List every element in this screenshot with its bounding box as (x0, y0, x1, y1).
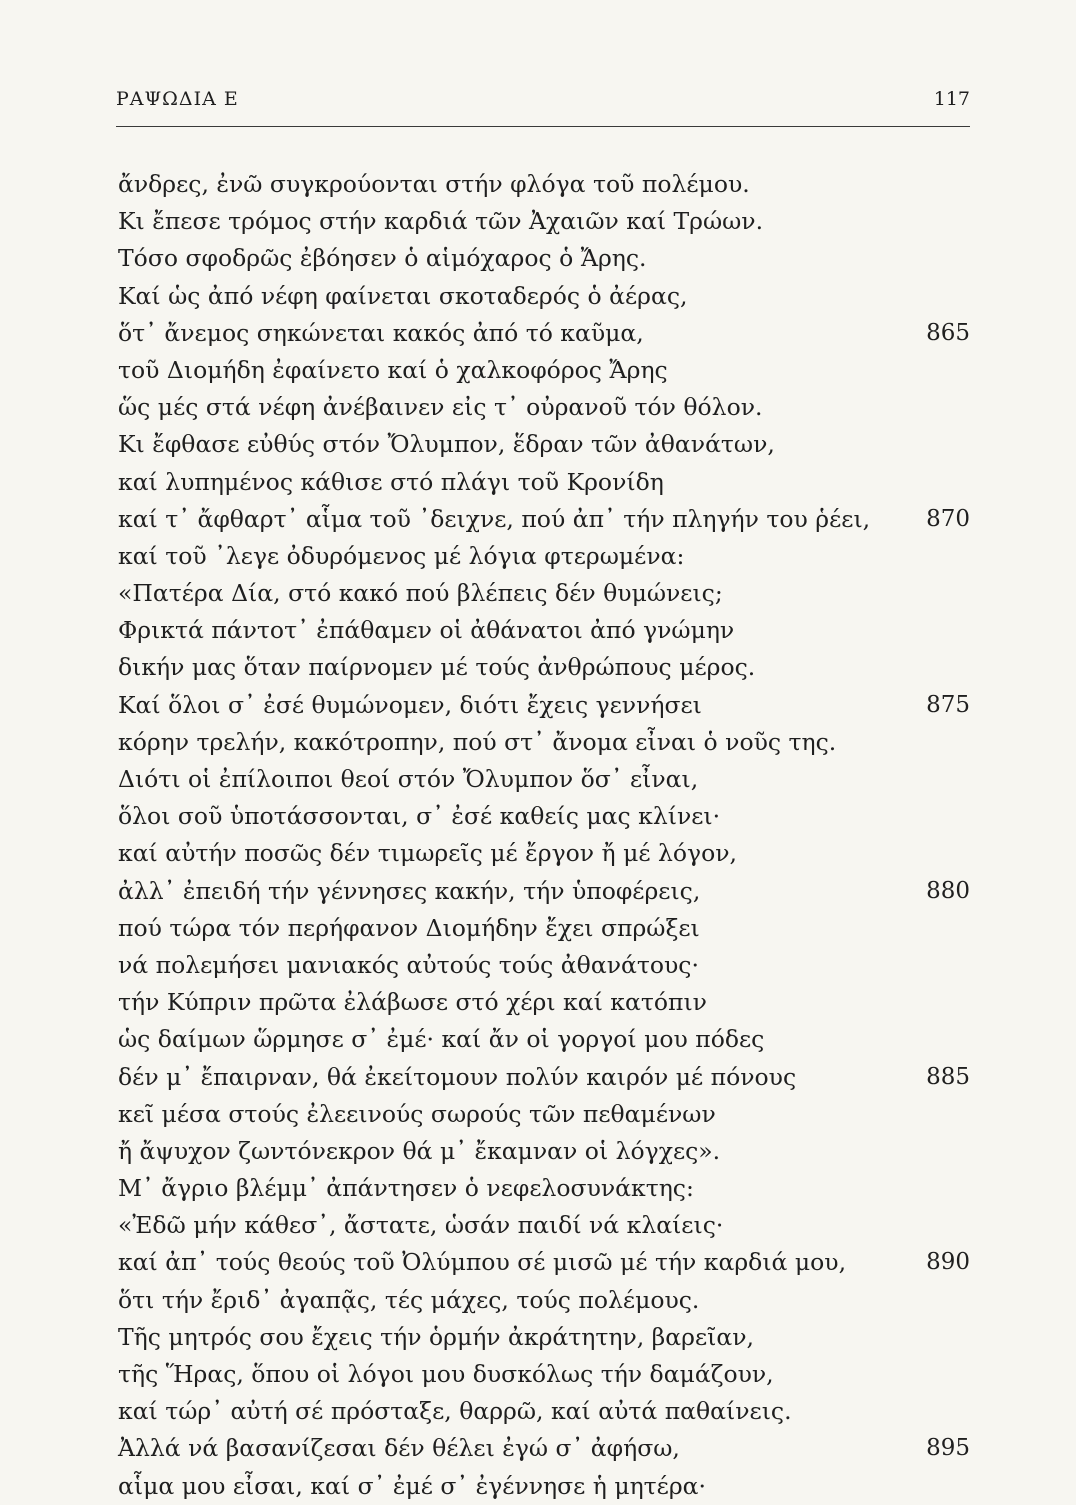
verse-line (118, 389, 970, 426)
verse-line (118, 873, 970, 910)
verse-line (118, 947, 970, 984)
verse-line (118, 1244, 970, 1281)
verse-line (118, 1096, 970, 1133)
verse-block (118, 166, 970, 1505)
verse-line (118, 798, 970, 835)
verse-text: Κι ἔπεσε τρόμος στήν καρδιά τῶν Ἀχαιῶν καί Τρώων. (118, 207, 764, 236)
verse-text: κόρην τρελήν, κακότροπην, πού στ᾽ ἄνομα εἶναι ὁ νοῦς της. (118, 727, 837, 756)
verse-text: καί τοῦ ᾽λεγε ὀδυρόμενος μέ λόγια φτερωμένα: (118, 541, 685, 570)
verse-line (118, 464, 970, 501)
verse-line (118, 835, 970, 872)
verse-line (118, 538, 970, 575)
verse-text: ἄνδρες, ἐνῶ συγκρούονται στήν φλόγα τοῦ πολέμου. (118, 170, 750, 198)
verse-text: Μ᾽ ἄγριο βλέμμ᾽ ἀπάντησεν ὁ νεφελοσυνάκτης: (118, 1174, 694, 1203)
verse-line (118, 1468, 970, 1505)
header-rule (116, 126, 970, 127)
verse-text: καί τ᾽ ἄφθαρτ᾽ αἷμα τοῦ ᾽δειχνε, πού ἀπ᾽ τήν πληγήν του ῥέει, (118, 504, 871, 533)
verse-text: νά πολεμήσει μανιακός αὐτούς τούς ἀθανάτους· (118, 950, 699, 979)
verse-text: τοῦ Διομήδη ἐφαίνετο καί ὁ χαλκοφόρος Ἄρης (118, 355, 668, 384)
verse-text: ὡς δαίμων ὥρμησε σ᾽ ἐμέ· καί ἄν οἱ γοργοί μου πόδες (118, 1025, 765, 1054)
verse-text: Τόσο σφοδρῶς ἐβόησεν ὁ αἱμόχαρος ὁ Ἄρης. (118, 244, 647, 273)
verse-text: καί λυπημένος κάθισε στό πλάγι τοῦ Κρονίδη (118, 467, 664, 496)
verse-text: Τῆς μητρός σου ἔχεις τήν ὁρμήν ἀκράτητην, βαρεῖαν, (118, 1322, 754, 1351)
verse-line (118, 1430, 970, 1467)
verse-line (118, 761, 970, 798)
verse-line (118, 1319, 970, 1356)
verse-text: Κι ἔφθασε εὐθύς στόν Ὄλυμπον, ἕδραν τῶν ἀθανάτων, (118, 430, 775, 459)
verse-line (118, 1207, 970, 1244)
line-number: 890 (926, 1249, 970, 1276)
verse-line (118, 352, 970, 389)
verse-text: «Ἐδῶ μήν κάθεσ᾽, ἄστατε, ὡσάν παιδί νά κλαίεις· (118, 1211, 724, 1240)
verse-line (118, 1133, 970, 1170)
verse-text: «Πατέρα Δία, στό κακό πού βλέπεις δέν θυμώνεις; (118, 579, 723, 608)
verse-line (118, 1170, 970, 1207)
verse-line (118, 315, 970, 352)
verse-text: κεῖ μέσα στούς ἐλεεινούς σωρούς τῶν πεθαμένων (118, 1099, 716, 1128)
verse-text: Ἀλλά νά βασανίζεσαι δέν θέλει ἐγώ σ᾽ ἀφήσω, (118, 1434, 680, 1463)
verse-line (118, 240, 970, 277)
line-number: 865 (926, 319, 970, 346)
verse-text: τήν Κύπριν πρῶτα ἐλάβωσε στό χέρι καί κατόπιν (118, 988, 707, 1017)
verse-line (118, 166, 970, 203)
verse-text: ἤ ἄψυχον ζωντόνεκρον θά μ᾽ ἔκαμναν οἱ λόγχες». (118, 1136, 721, 1165)
verse-line (118, 575, 970, 612)
verse-line (118, 910, 970, 947)
verse-text: ὅλοι σοῦ ὑποτάσσονται, σ᾽ ἐσέ καθείς μας κλίνει· (118, 802, 721, 831)
verse-line (118, 724, 970, 761)
verse-text: Διότι οἱ ἐπίλοιποι θεοί στόν Ὄλυμπον ὅσ᾽ εἶναι, (118, 765, 699, 793)
verse-text: καί αὐτήν ποσῶς δέν τιμωρεῖς μέ ἔργον ἤ μέ λόγον, (118, 839, 737, 868)
verse-line (118, 649, 970, 686)
line-number: 895 (926, 1435, 970, 1462)
verse-text: δέν μ᾽ ἔπαιρναν, θά ἐκείτομουν πολύν καιρόν μέ πόνους (118, 1062, 797, 1091)
verse-line (118, 426, 970, 463)
verse-text: καί ἀπ᾽ τούς θεούς τοῦ Ὀλύμπου σέ μισῶ μέ τήν καρδιά μου, (118, 1248, 847, 1277)
page-number: 117 (933, 88, 970, 110)
chapter-title: ΡΑΨΩΔΙΑ Ε (116, 88, 239, 110)
verse-line (118, 1393, 970, 1430)
line-number: 885 (926, 1063, 970, 1090)
verse-text: ὅτι τήν ἔριδ᾽ ἀγαπᾷς, τές μάχες, τούς πολέμους. (118, 1285, 700, 1314)
verse-text: Φρικτά πάντοτ᾽ ἐπάθαμεν οἱ ἀθάνατοι ἀπό γνώμην (118, 616, 735, 645)
verse-text: ὅτ᾽ ἄνεμος σηκώνεται κακός ἀπό τό καῦμα, (118, 318, 644, 347)
verse-text: Καί ὅλοι σ᾽ ἐσέ θυμώνομεν, διότι ἔχεις γεννήσει (118, 690, 702, 719)
verse-line (118, 1021, 970, 1058)
verse-text: Καί ὡς ἀπό νέφη φαίνεται σκοταδερός ὁ ἀέρας, (118, 281, 688, 310)
line-number: 870 (926, 505, 970, 532)
verse-text: δικήν μας ὅταν παίρνομεν μέ τούς ἀνθρώπους μέρος. (118, 653, 756, 682)
verse-text: ἀλλ᾽ ἐπειδή τήν γέννησες κακήν, τήν ὑποφέρεις, (118, 876, 701, 905)
verse-line (118, 278, 970, 315)
verse-text: τῆς Ἥρας, ὅπου οἱ λόγοι μου δυσκόλως τήν δαμάζουν, (118, 1360, 774, 1388)
verse-line (118, 1059, 970, 1096)
verse-line (118, 1282, 970, 1319)
verse-line (118, 1356, 970, 1393)
running-head (116, 88, 970, 120)
verse-text: αἷμα μου εἶσαι, καί σ᾽ ἐμέ σ᾽ ἐγέννησε ἡ μητέρα· (118, 1471, 707, 1500)
verse-line (118, 203, 970, 240)
verse-line (118, 984, 970, 1021)
line-number: 875 (926, 691, 970, 718)
verse-line (118, 501, 970, 538)
verse-line (118, 612, 970, 649)
verse-text: καί τώρ᾽ αὐτή σέ πρόσταξε, θαρρῶ, καί αὐτά παθαίνεις. (118, 1397, 792, 1426)
line-number: 880 (926, 877, 970, 904)
verse-text: πού τώρα τόν περήφανον Διομήδην ἔχει σπρώξει (118, 913, 700, 942)
verse-text: ὥς μές στά νέφη ἀνέβαινεν εἰς τ᾽ οὐρανοῦ τόν θόλον. (118, 393, 763, 422)
verse-line (118, 687, 970, 724)
